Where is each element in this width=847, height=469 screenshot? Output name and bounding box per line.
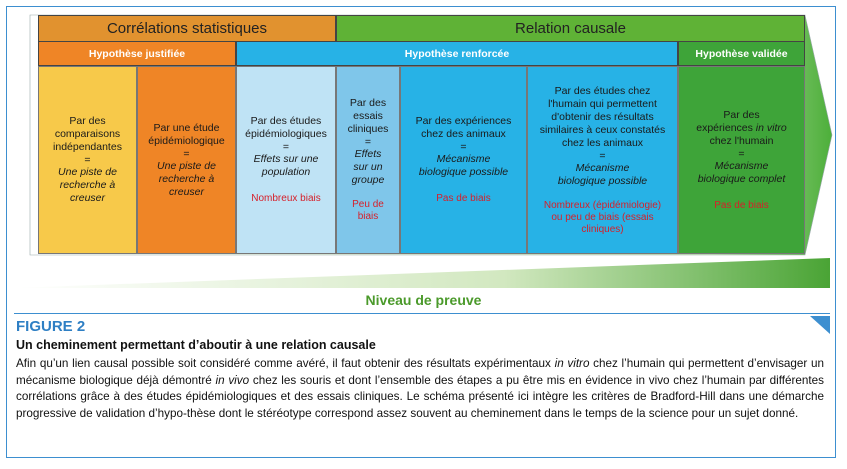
bias-note: Nombreux biais [251,193,321,204]
equals-sign: = [282,141,290,153]
separator-line [14,313,830,314]
caption-part: chez les souris et dont l’ensemble des étapes a pu être mis en évidence in vivo chez l’humain par différentes corrélations grâce à des études épidémiologiques et des essais cliniques. Le schéma présenté ici intègre les critères de Bradford-Hill dans une démarche progressive de validation d’hypo-thèse dont le stéréotype correspond assez souvent au cheminement dans le temps de la science pour un sujet donné. [16,373,824,420]
cell-text: cliniques [347,123,389,135]
equals-sign: = [183,147,190,160]
cell-text [696,122,786,135]
corner-mark [810,316,830,334]
cell-result: biologique possible [557,174,648,187]
cell-text: Par des [349,97,387,109]
bias-note: ou peu de biais (essais [551,211,654,223]
cell-clinical-trials [336,66,400,254]
cell-epidemiological-studies [236,66,336,254]
cell-text: essais [353,110,383,122]
equals-sign: = [738,147,745,160]
subheader-justified-label: Hypothèse justifiée [88,47,186,60]
cell-text: épidémiologiques [245,128,327,140]
cell-in-vitro-human [678,66,805,254]
cell-result: Mécanisme [714,159,769,172]
cell-text: comparaisons [54,128,121,140]
bias-note: Pas de biais [436,193,491,204]
cell-text: Par des expériences [415,115,512,127]
cell-result: population [261,166,311,178]
cell-text: chez des animaux [421,128,506,140]
equals-sign: = [460,141,467,153]
header-causal-label: Relation causale [515,20,626,37]
bias-note: cliniques) [581,223,624,235]
cell-text: épidémiologique [148,134,225,147]
cell-result: Effets [354,148,382,160]
cell-result: sur un [353,161,383,173]
cell-text: l'humain qui permettent [548,97,657,110]
cell-text: Par des études [250,115,322,127]
in-vitro-term: in vitro [755,121,787,134]
equals-sign: = [599,149,606,162]
cell-result: Une piste de [157,159,216,172]
equals-sign: = [84,154,91,166]
cell-text: Par une étude [153,121,220,134]
cell-text: Par des [723,108,760,121]
cell-result: Effets sur une [253,153,319,165]
subheader-justified [38,42,236,66]
cell-result: biologique complet [697,172,786,185]
cell-text: d'obtenir des résultats [551,110,654,123]
bias-note: Nombreux (épidémiologie) [543,199,662,211]
cell-result: recherche à creuser [158,172,215,198]
cell-independent-comparisons [38,66,137,254]
subheader-validated [678,42,805,66]
cell-human-studies [527,66,678,254]
bias-note: Pas de biais [714,199,769,211]
cell-text: chez les animaux [561,136,644,149]
cell-result: biologique possible [418,166,509,178]
cell-epidemiological-study [137,66,236,254]
figure-title: Un cheminement permettant d’aboutir à une relation causale [16,338,376,352]
cell-animal-experiments [400,66,527,254]
cell-result: recherche à [59,179,116,191]
subheader-reinforced [236,42,678,66]
cell-result: groupe [351,174,385,186]
bias-note: Peu de [352,199,384,210]
caption-part: chez l’humain qui permettent d’envisager un mécanisme biologique déjà démontré [16,357,824,387]
cell-text: indépendantes [53,141,122,153]
header-correlations-label: Corrélations statistiques [106,20,268,37]
subheader-reinforced-label: Hypothèse renforcée [404,47,510,60]
header-causal [336,15,805,42]
cell-result: Mécanisme [436,153,491,165]
figure-label: FIGURE 2 [16,318,86,335]
subheader-validated-label: Hypothèse validée [695,47,788,60]
cell-text: Par des [69,115,106,127]
caption-italic: in vitro [554,357,590,370]
evidence-level-label: Niveau de preuve [365,292,482,308]
cell-text: similaires à ceux constatés [539,123,666,136]
cell-text: chez l'humain [709,134,774,147]
evidence-level-wedge [14,258,832,288]
cell-result: creuser [69,192,105,204]
caption-part: Afin qu’un lien causal possible soit considéré comme avéré, il faut obtenir des résultats expérimentaux [16,357,555,370]
cell-text-part: expériences [696,121,756,134]
figure-caption [16,356,824,422]
header-correlations [38,15,336,42]
bias-note: biais [357,211,379,222]
cell-text: Par des études chez [554,84,651,97]
cell-result: Une piste de [58,166,117,178]
caption-italic: in vivo [215,373,250,387]
cell-result: Mécanisme [575,161,630,174]
equals-sign: = [364,136,372,148]
